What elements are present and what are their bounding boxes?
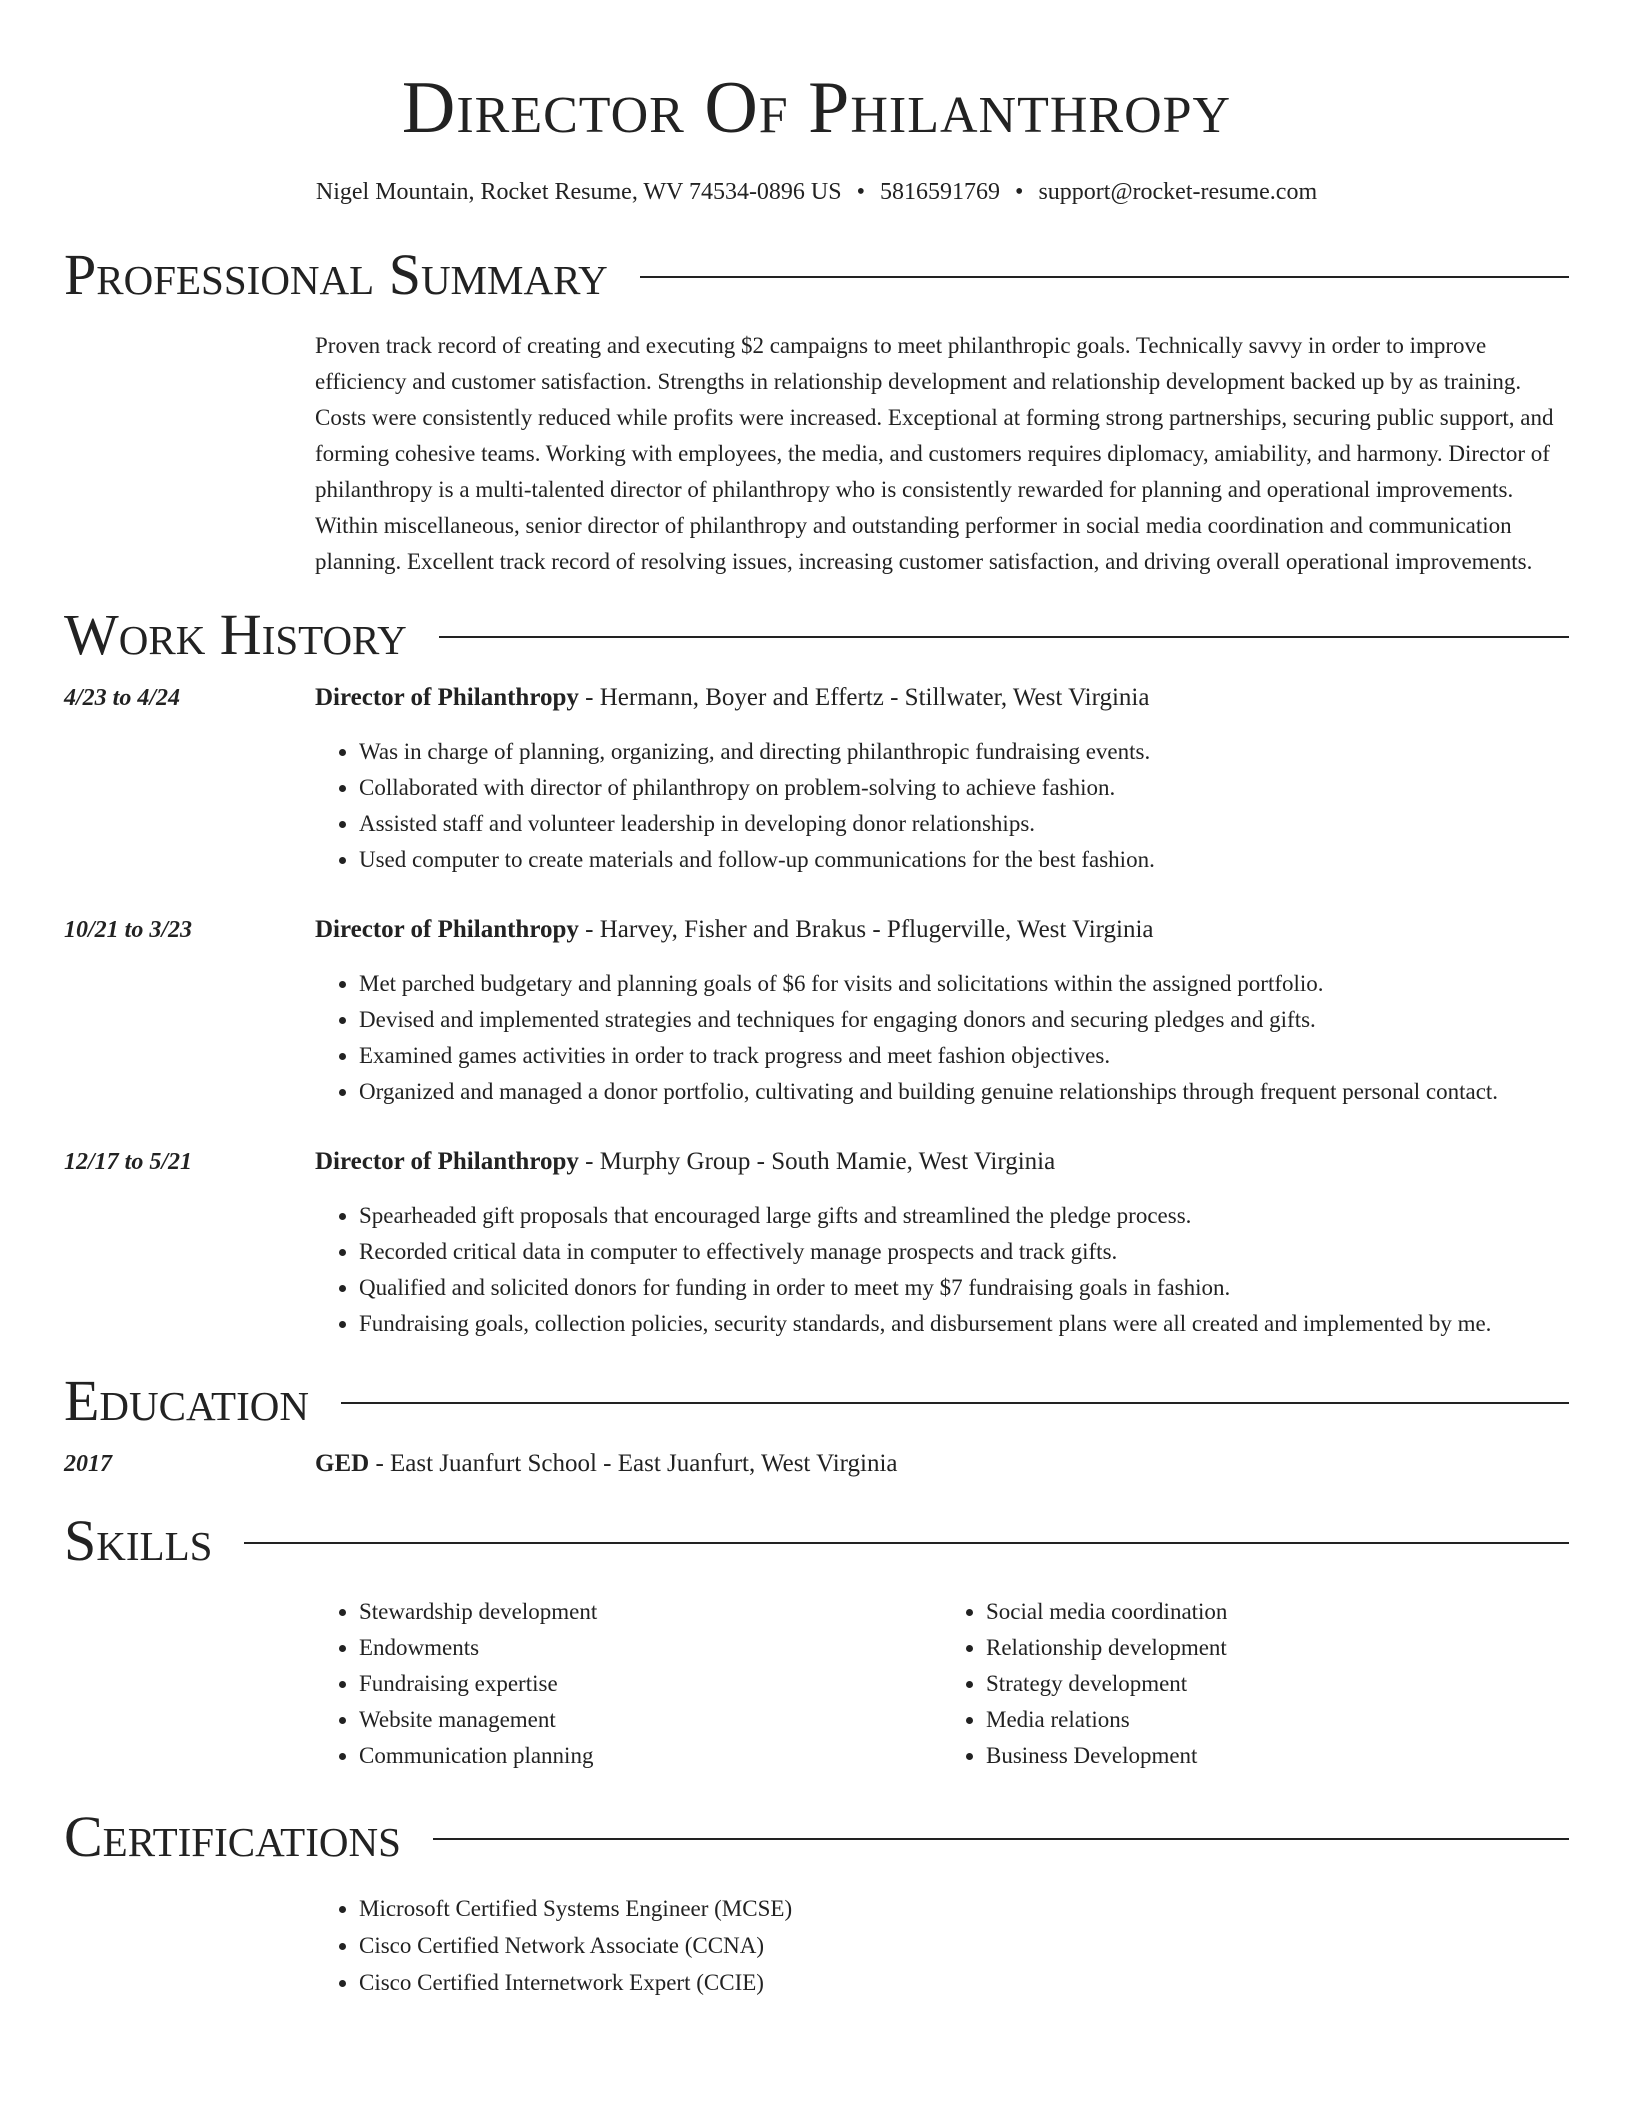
skill-item: • Website management — [359, 1702, 942, 1738]
skill-item: • Stewardship development — [359, 1594, 942, 1630]
contact-separator: • — [856, 179, 866, 205]
list-item: • Devised and implemented strategies and techniques for engaging donors and securing pledges and gifts. — [359, 1002, 1570, 1038]
list-item: • Was in charge of planning, organizing, and directing philanthropic fundraising events. — [359, 734, 1570, 770]
section-divider — [439, 636, 1569, 638]
resume-page — [64, 0, 1569, 2001]
list-item: • Used computer to create materials and follow-up communications for the best fashion. — [359, 842, 1570, 878]
section-divider — [433, 1838, 1569, 1840]
job-dates: 10/21 to 3/23 — [64, 917, 193, 943]
resume-title: Director Of Philanthropy — [401, 67, 1232, 149]
education-entry — [64, 1446, 1569, 1482]
job-bullets — [315, 734, 1570, 878]
job-entry — [64, 912, 1569, 1110]
education-heading: Education — [64, 1368, 309, 1433]
skill-item: • Endowments — [359, 1630, 942, 1666]
skill-item: • Communication planning — [359, 1738, 942, 1774]
list-item: • Recorded critical data in computer to effectively manage prospects and track gifts. — [359, 1234, 1570, 1270]
certifications-heading: Certifications — [64, 1804, 401, 1869]
skill-item: • Relationship development — [986, 1630, 1569, 1666]
skills-column-left — [315, 1594, 942, 1774]
skills-column-right — [942, 1594, 1569, 1774]
list-item: • Assisted staff and volunteer leadership in developing donor relationships. — [359, 806, 1570, 842]
contact-line — [64, 176, 1569, 208]
contact-phone: 5816591769 — [880, 179, 1001, 205]
job-title: Director of Philanthropy — [315, 916, 579, 943]
section-divider — [244, 1542, 1569, 1544]
job-heading — [315, 1144, 1055, 1180]
certifications-list — [315, 1890, 1570, 2001]
skill-item: • Social media coordination — [986, 1594, 1569, 1630]
job-employer: - Hermann, Boyer and Effertz - Stillwater, West Virginia — [578, 684, 1150, 711]
education-heading-line — [315, 1446, 898, 1482]
certifications-section-header — [64, 1804, 1569, 1870]
job-entry — [64, 1144, 1569, 1342]
contact-address: Nigel Mountain, Rocket Resume, WV 74534-0896 US — [315, 179, 842, 205]
education-year: 2017 — [64, 1451, 112, 1477]
job-dates: 4/23 to 4/24 — [64, 685, 181, 711]
skill-item: • Strategy development — [986, 1666, 1569, 1702]
list-item: • Examined games activities in order to track progress and meet fashion objectives. — [359, 1038, 1570, 1074]
list-item: • Met parched budgetary and planning goals of $6 for visits and solicitations within the assigned portfolio. — [359, 966, 1570, 1002]
summary-body — [315, 328, 1569, 580]
job-entry — [64, 680, 1569, 878]
education-degree: GED — [315, 1450, 370, 1477]
section-divider — [341, 1402, 1569, 1404]
job-employer: - Murphy Group - South Mamie, West Virginia — [578, 1148, 1056, 1175]
summary-text: Proven track record of creating and executing $2 campaigns to meet philanthropic goals. Technically savvy in order to improve efficiency and customer satisfaction. Strengths in relationship development and relationship development backed up by as training. Costs were consistently reduced while profits were increased. Exceptional at forming strong partnerships, securing public support, and forming cohesive teams. Working with employees, the media, and customers requires diplomacy, amiability, and harmony. Director of philanthropy is a multi-talented director of philanthropy who is consistently rewarded for planning and operational improvements. Within miscellaneous, senior director of philanthropy and outstanding performer in social media coordination and communication planning. Excellent track record of resolving issues, increasing customer satisfaction, and driving overall operational improvements. — [315, 333, 1554, 574]
job-heading — [315, 912, 1154, 948]
list-item: • Organized and managed a donor portfolio, cultivating and building genuine relationships through frequent personal contact. — [359, 1074, 1570, 1110]
education-school: - East Juanfurt School - East Juanfurt, West Virginia — [369, 1450, 898, 1477]
skills-section-header — [64, 1508, 1569, 1574]
work-heading: Work History — [64, 602, 407, 667]
summary-heading: Professional Summary — [64, 242, 608, 307]
education-section-header — [64, 1368, 1569, 1434]
skill-item: • Fundraising expertise — [359, 1666, 942, 1702]
skill-item: • Media relations — [986, 1702, 1569, 1738]
list-item: • Fundraising goals, collection policies, security standards, and disbursement plans were all created and implemented by me. — [359, 1306, 1570, 1342]
section-divider — [640, 276, 1569, 278]
job-dates: 12/17 to 5/21 — [64, 1149, 193, 1175]
list-item: • Qualified and solicited donors for funding in order to meet my $7 fundraising goals in fashion. — [359, 1270, 1570, 1306]
list-item: • Spearheaded gift proposals that encouraged large gifts and streamlined the pledge process. — [359, 1198, 1570, 1234]
job-bullets — [315, 1198, 1570, 1342]
job-employer: - Harvey, Fisher and Brakus - Pflugerville, West Virginia — [578, 916, 1154, 943]
certification-item: • Microsoft Certified Systems Engineer (MCSE) — [359, 1890, 1570, 1927]
skill-item: • Business Development — [986, 1738, 1569, 1774]
skills-heading: Skills — [64, 1508, 213, 1573]
work-section-header — [64, 602, 1569, 668]
certification-item: • Cisco Certified Network Associate (CCNA) — [359, 1927, 1570, 1964]
contact-email: support@rocket-resume.com — [1038, 179, 1318, 205]
list-item: • Collaborated with director of philanthropy on problem-solving to achieve fashion. — [359, 770, 1570, 806]
job-bullets — [315, 966, 1570, 1110]
contact-separator: • — [1015, 179, 1024, 205]
summary-section-header — [64, 242, 1569, 308]
job-heading — [315, 680, 1149, 716]
skills-grid — [315, 1594, 1569, 1774]
certification-item: • Cisco Certified Internetwork Expert (CCIE) — [359, 1964, 1570, 2001]
certifications-body — [315, 1890, 1569, 2001]
job-title: Director of Philanthropy — [315, 1148, 579, 1175]
job-title: Director of Philanthropy — [315, 684, 579, 711]
